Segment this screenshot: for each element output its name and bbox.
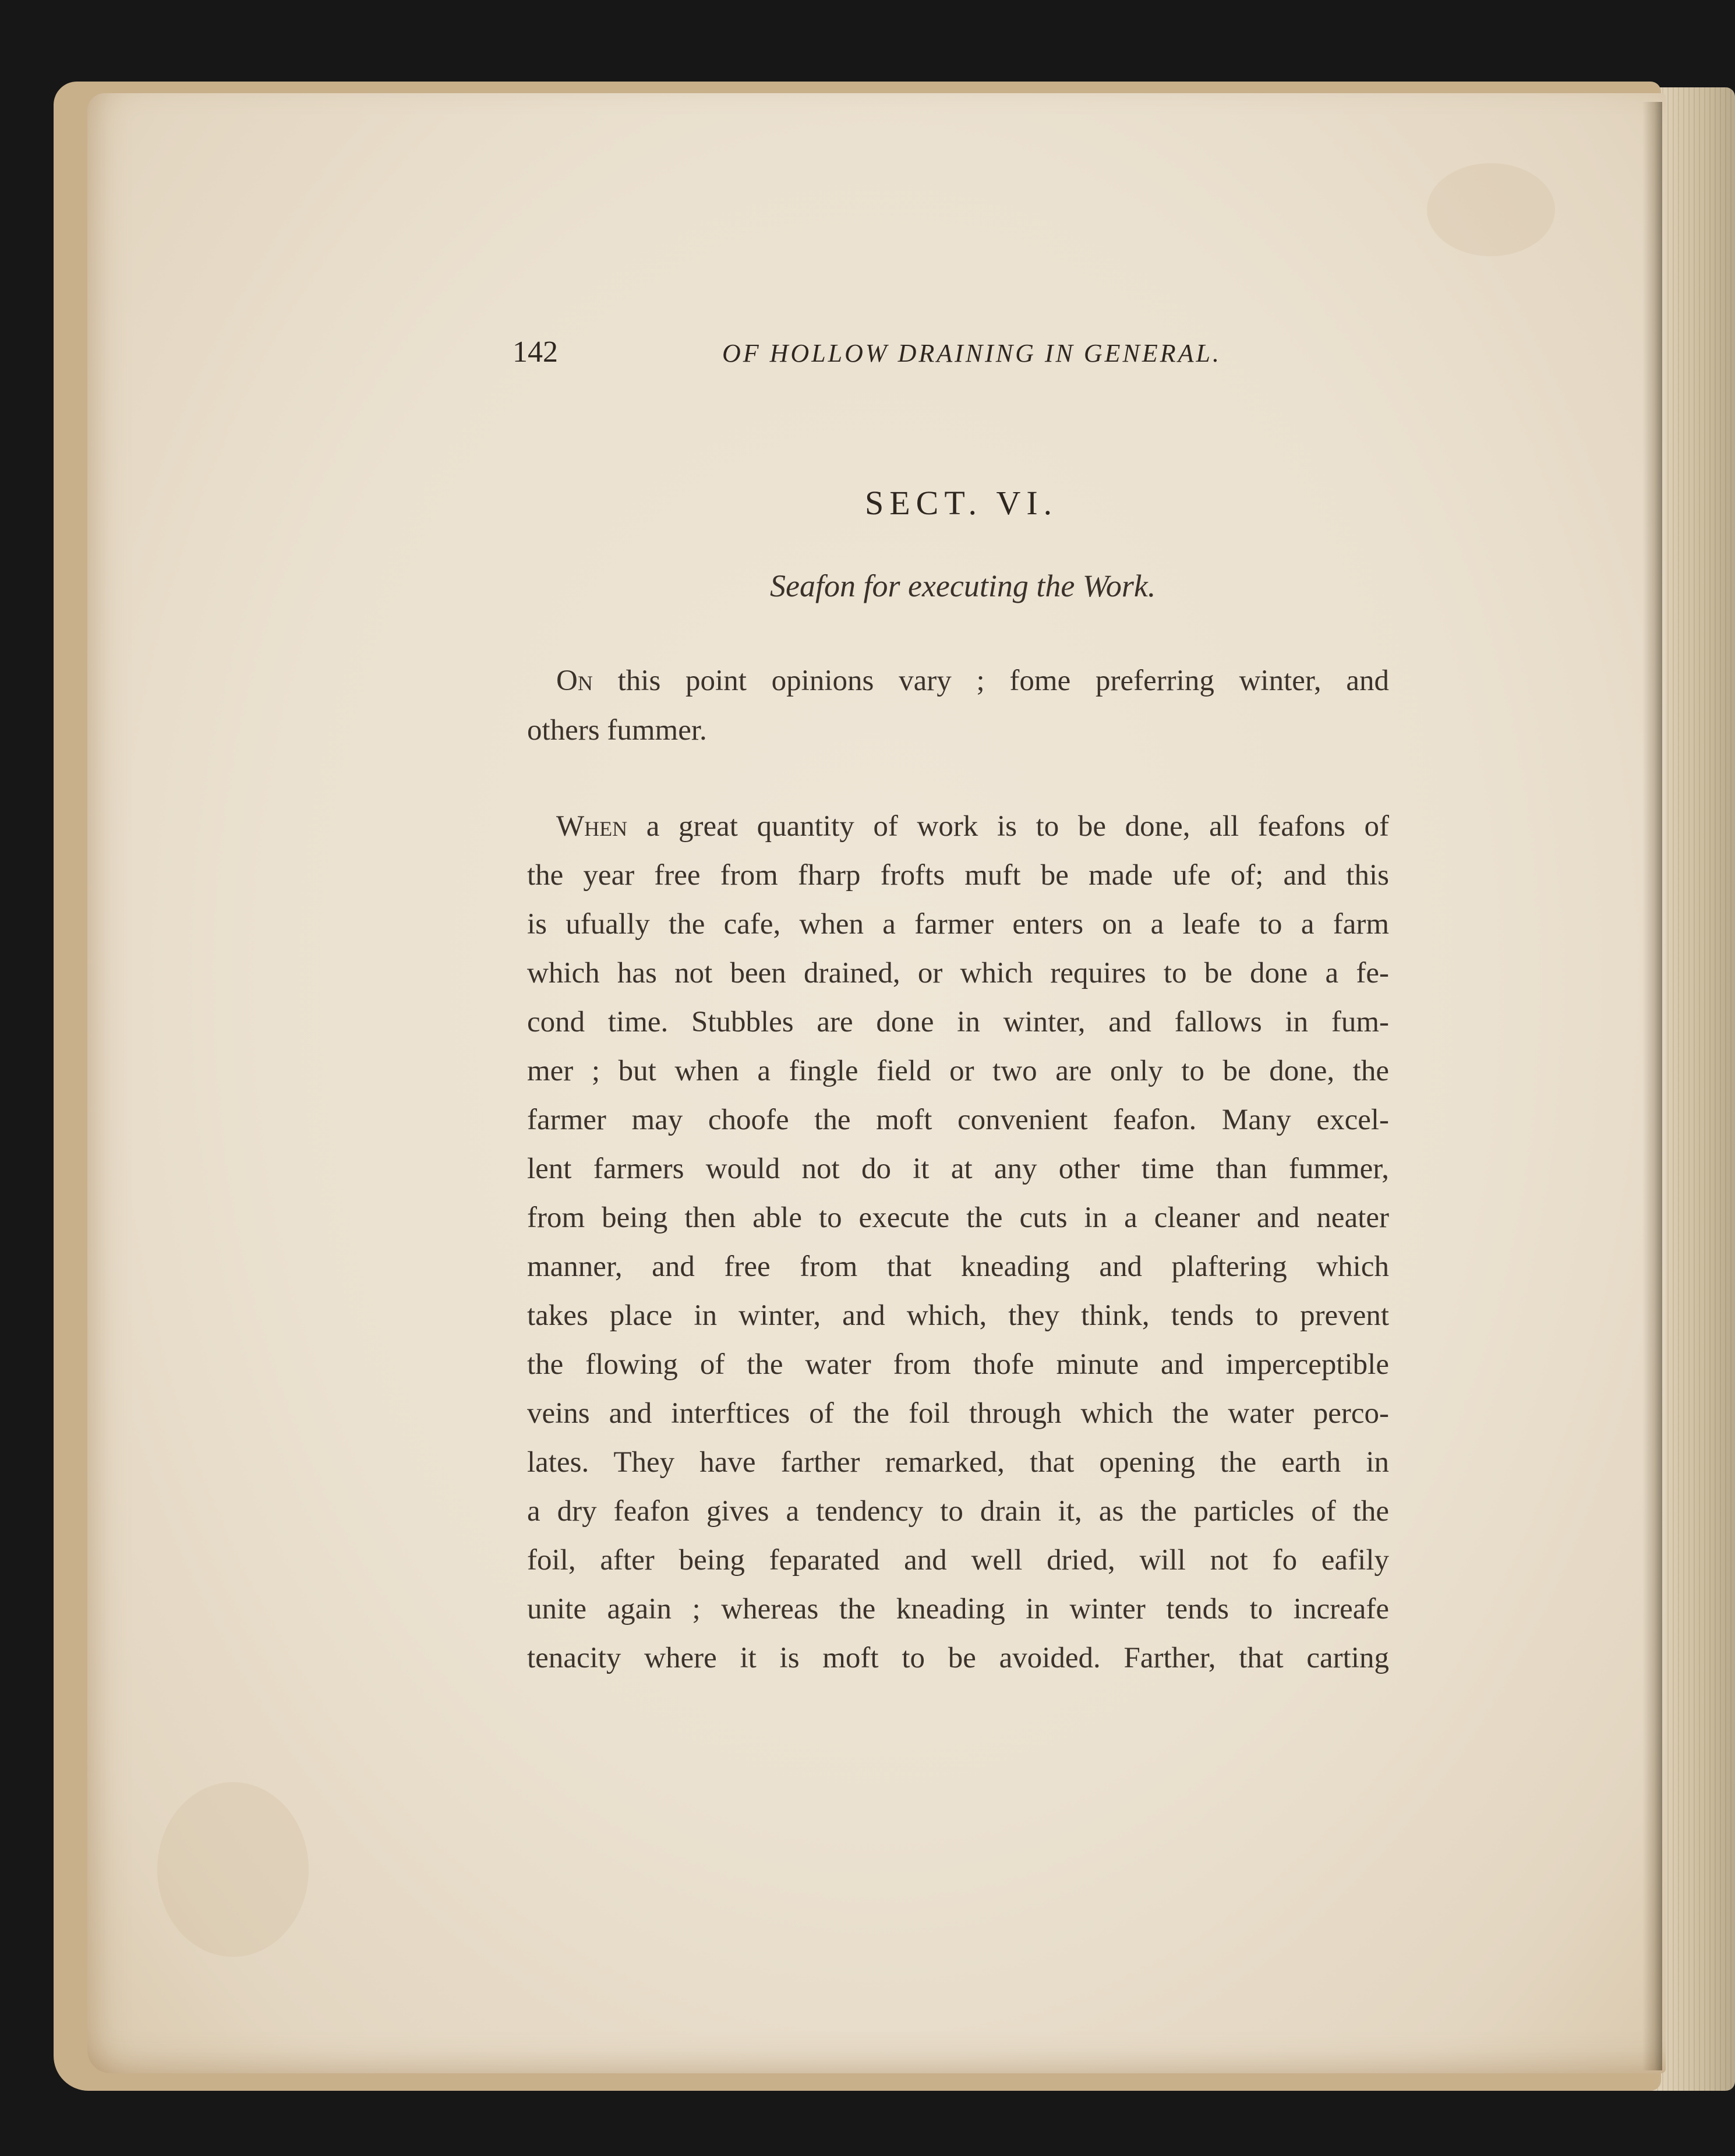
running-head-title: OF HOLLOW DRAINING IN GENERAL.: [722, 339, 1221, 367]
paragraph-line: farmer may choofe the moft convenient feafon. Many excel-: [527, 1104, 1389, 1136]
paragraph-line: the flowing of the water from thofe minute and imperceptible: [527, 1348, 1389, 1381]
section-title: SECT. VI.: [865, 484, 1058, 522]
running-head: [513, 335, 1433, 381]
paragraph-line: foil, after being feparated and well dried, will not fo eafily: [527, 1544, 1389, 1577]
paragraph-line: takes place in winter, and which, they think, tends to prevent: [527, 1299, 1389, 1332]
line-text: a great quantity of work is to be done, all feafons of: [646, 810, 1389, 843]
paragraph-line: [556, 810, 1389, 850]
section-subtitle: Seafon for executing the Work.: [770, 568, 1156, 603]
paragraph-line: manner, and free from that kneading and plaftering which: [527, 1250, 1389, 1283]
paragraph-line: veins and interftices of the foil through which the water perco-: [527, 1397, 1389, 1430]
paragraph-first-word: When: [556, 810, 628, 843]
paragraph-line: [556, 664, 1389, 705]
line-text: this point opinions vary ; fome preferring winter, and: [617, 665, 1389, 697]
paragraph-line: tenacity where it is moft to be avoided. Farther, that carting: [527, 1642, 1389, 1674]
paper-stain: [1427, 163, 1555, 256]
paragraph-line: the year free from fharp frofts muft be made ufe of; and this: [527, 859, 1389, 892]
paragraph-line: from being then able to execute the cuts in a cleaner and neater: [527, 1201, 1389, 1234]
paragraph-line: a dry feafon gives a tendency to drain it, as the particles of the: [527, 1495, 1389, 1528]
paragraph-line: others fummer.: [527, 714, 707, 747]
paragraph-line: cond time. Stubbles are done in winter, and fallows in fum-: [527, 1006, 1389, 1038]
paragraph-line: lates. They have farther remarked, that opening the earth in: [527, 1446, 1389, 1479]
paragraph-1: [527, 664, 1389, 769]
paragraph-line: mer ; but when a fingle field or two are only to be done, the: [527, 1055, 1389, 1087]
paragraph-line: is ufually the cafe, when a farmer enters on a leafe to a farm: [527, 908, 1389, 941]
paragraph-2: [527, 810, 1389, 1695]
page-number: 142: [513, 335, 558, 369]
paragraph-line: lent farmers would not do it at any other time than fummer,: [527, 1153, 1389, 1185]
paragraph-line: which has not been drained, or which requires to be done a fe-: [527, 957, 1389, 989]
paragraph-line: unite again ; whereas the kneading in winter tends to increafe: [527, 1593, 1389, 1625]
paper-stain: [157, 1782, 309, 1957]
paragraph-first-word: On: [556, 665, 593, 697]
gutter-shadow: [1642, 102, 1662, 2070]
